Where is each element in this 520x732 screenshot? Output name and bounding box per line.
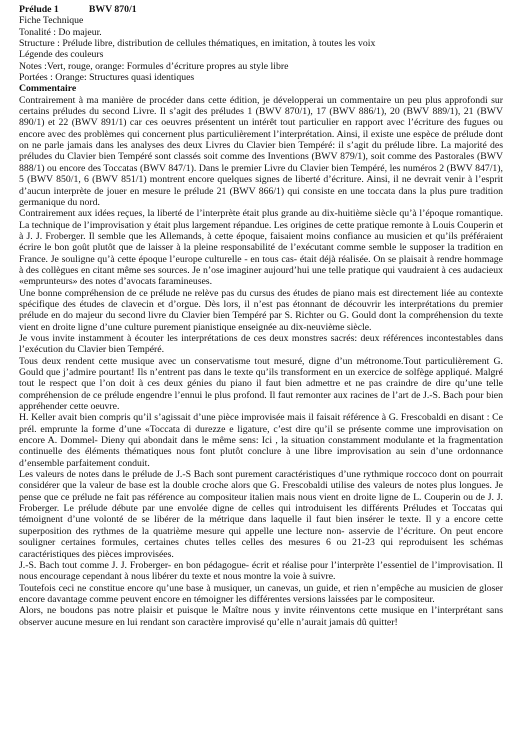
commentary-heading: Commentaire: [19, 83, 77, 95]
technical-sheet-heading: Fiche Technique: [19, 15, 84, 27]
commentary-paragraph: Contrairement à ma manière de procéder dans cette édition, je développerai un commentaire un peu plus approfondi sur certains préludes du second Livre. Il s’agit des préludes 1 (BWV 870/1), 17 (BWV 886/1), 20 (BWV 889/1), 21 (BWV 890/1) et 22 (BWV 891/1) car ces oeuvres présentent un intérêt tout particulier en rapport avec l’écriture des fugues ou encore avec des problèmes qui concernent plus particulièrement l’interprétation. Ainsi, il existe une espèce de prélude dont on ne parle jamais dans les analyses des deux Livres du Clavier bien Tempéré: il s’agit du prélude libre. La majorité des préludes du Clavier bien Tempéré sont classés soit comme des Inventions (BWV 879/1), soit comme des Pastorales (BWV 888/1) ou encore des Toccatas (BWV 847/1). Dans le premier Livre du Clavier bien Tempéré, les numéros 2 (BWV 847/1), 5 (BWV 850/1, 6 (BWV 851/1) montrent encore quelques signes de liberté d’écriture. Ainsi, il ne devrait venir à l’esprit d’aucun interprète de jouer en mesure le prélude 21 (BWV 866/1) qui consiste en une toccata dans la plus pure tradition germanique du nord.: [19, 94, 503, 208]
notes-legend-line: Notes :Vert, rouge, orange: Formules d’écriture propres au style libre: [19, 60, 289, 72]
staves-legend-line: Portées : Orange: Structures quasi identiques: [19, 72, 195, 84]
commentary-paragraph: J.-S. Bach tout comme J. J. Froberger- en bon pédagogue- écrit et réalise pour l’interprète l’essentiel de l’improvisation. Il nous encourage cependant à nous libérer du texte et nous montre la voie à suivre.: [19, 559, 503, 583]
commentary-paragraph: Contrairement aux idées reçues, la liberté de l’interprète était plus grande au dix-huitième siècle qu’à l’époque romantique. La technique de l’improvisation y était plus largement répandue. Les origines de cette pratique remonte à Louis Couperin et à J. J. Froberger. Il semble que les Allemands, à cette époque, faisaient moins confiance au musicien et qu’ils préféraient écrire le bon goût plutôt que de laisser à la pleine responsabilité de l’exécutant comme semble le supposer la tradition en France. Je souligne qu’à cette époque l’europe culturelle - en tous cas- était déjà réalisée. On se plaisait à rendre hommage à des collègues en citant même ses sources. Je n’ose imaginer aujourd’hui une telle pratique qui vaudraient à ces audacieux «emprunteurs» des notes d’avocats faramineuses.: [19, 208, 503, 288]
commentary-paragraph: H. Keller avait bien compris qu’il s’agissait d’une pièce improvisée mais il faisait référence à G. Frescobaldi en disant : Ce prél. emprunte la forme d’une «Toccata di durezze e ligature, c’est dire qu’il se présente comme une improvisation on encore A. Dommel- Dieny qui abondait dans le même sens: Ici , la situation constamment modulante et la fragmentation continuelle des éléments thématiques nous font plutôt conclure à une libre improvisation au sein d’une ordonnance d’ensemble parfaitement conduit.: [19, 412, 503, 469]
commentary-paragraph: Alors, ne boudons pas notre plaisir et puisque le Maître nous y invite réinventons cette musique en l’interprétant sans observer aucune mesure en lui rendant son caractère improvisé qu’elle n’aurait jamais dû quitter!: [19, 605, 503, 628]
bwv-number: BWV 870/1: [88, 4, 137, 15]
technical-sheet: [19, 15, 503, 83]
commentary-paragraph: Je vous invite instamment à écouter les interprétations de ces deux monstres sacrés: deux références incontestables dans l’exécution du Clavier bien Tempéré.: [19, 332, 503, 356]
document-title: [19, 4, 503, 15]
commentary-paragraph: Toutefois ceci ne constitue encore qu’une base à musiquer, un canevas, un guide, et rien n’empêche au musicien de gloser encore davantage comme peuvent encore en témoigner les différentes versions laissées par le compositeur.: [19, 582, 503, 605]
commentary-paragraph: Tous deux rendent cette musique avec un conservatisme tout mesuré, digne d’un métronome.Tout particulièrement G. Gould que j’admire pourtant! Ils n’entrent pas dans le texte qu’ils transforment en un exercice de solfège appliqué. Malgré tout le respect que l’on doit à ces deux génies du piano il faut bien admettre et ne pas craindre de dire qu’une telle compréhension de ce prélude engendre l’ennui le plus profond. Il faut remonter aux racines de l’art de J.-S. Bach pour bien appréhender cette oeuvre.: [19, 355, 503, 413]
tonality-line: Tonalité : Do majeur.: [19, 26, 102, 38]
color-legend-heading: Légende des couleurs: [19, 49, 104, 61]
commentary-paragraph: Les valeurs de notes dans le prélude de J.-S Bach sont purement caractéristiques d’une rythmique roccoco dont on pourrait considérer que la valeur de base est la double croche alors que G. Frescobaldi utilise des valeurs de notes plus longues. Je pense que ce prélude ne fait pas référence au compositeur italien mais nous vient en droite ligne de L. Couperin ou de J. J. Froberger. Le prélude débute par une envolée digne de celles qui introduisent les différents Préludes et Toccatas qui témoignent d’une volonté de se libérer de la métrique dans laquelle il faut bien insérer le texte. Il y a encore cette superposition des rythmes de la quatrième mesure qui appelle une lecture non- asservie de l’écriture. On peut encore souligner certaines formules, certaines chutes telles celles des mesures 6 ou 21-23 qui reproduisent les schémas caractéristiques des pièces improvisées.: [19, 469, 503, 560]
prelude-title: Prélude 1: [19, 4, 59, 15]
structure-line: Structure : Prélude libre, distribution de cellules thématiques, en imitation, à toutes les voix: [19, 38, 376, 50]
commentary-paragraph: Une bonne compréhension de ce prélude ne relève pas du cursus des études de piano mais est directement liée au contexte spécifique des études de clavecin et d’orgue. Dès lors, il n’est pas étonnant de découvrir les interprétations du premier prélude en do majeur du second livre du Clavier bien Tempéré par S. Richter ou G. Gould dont la compréhension du texte vient en droite ligne d’une culture purement pianistique enseignée au dix-neuvième siècle.: [19, 287, 503, 333]
